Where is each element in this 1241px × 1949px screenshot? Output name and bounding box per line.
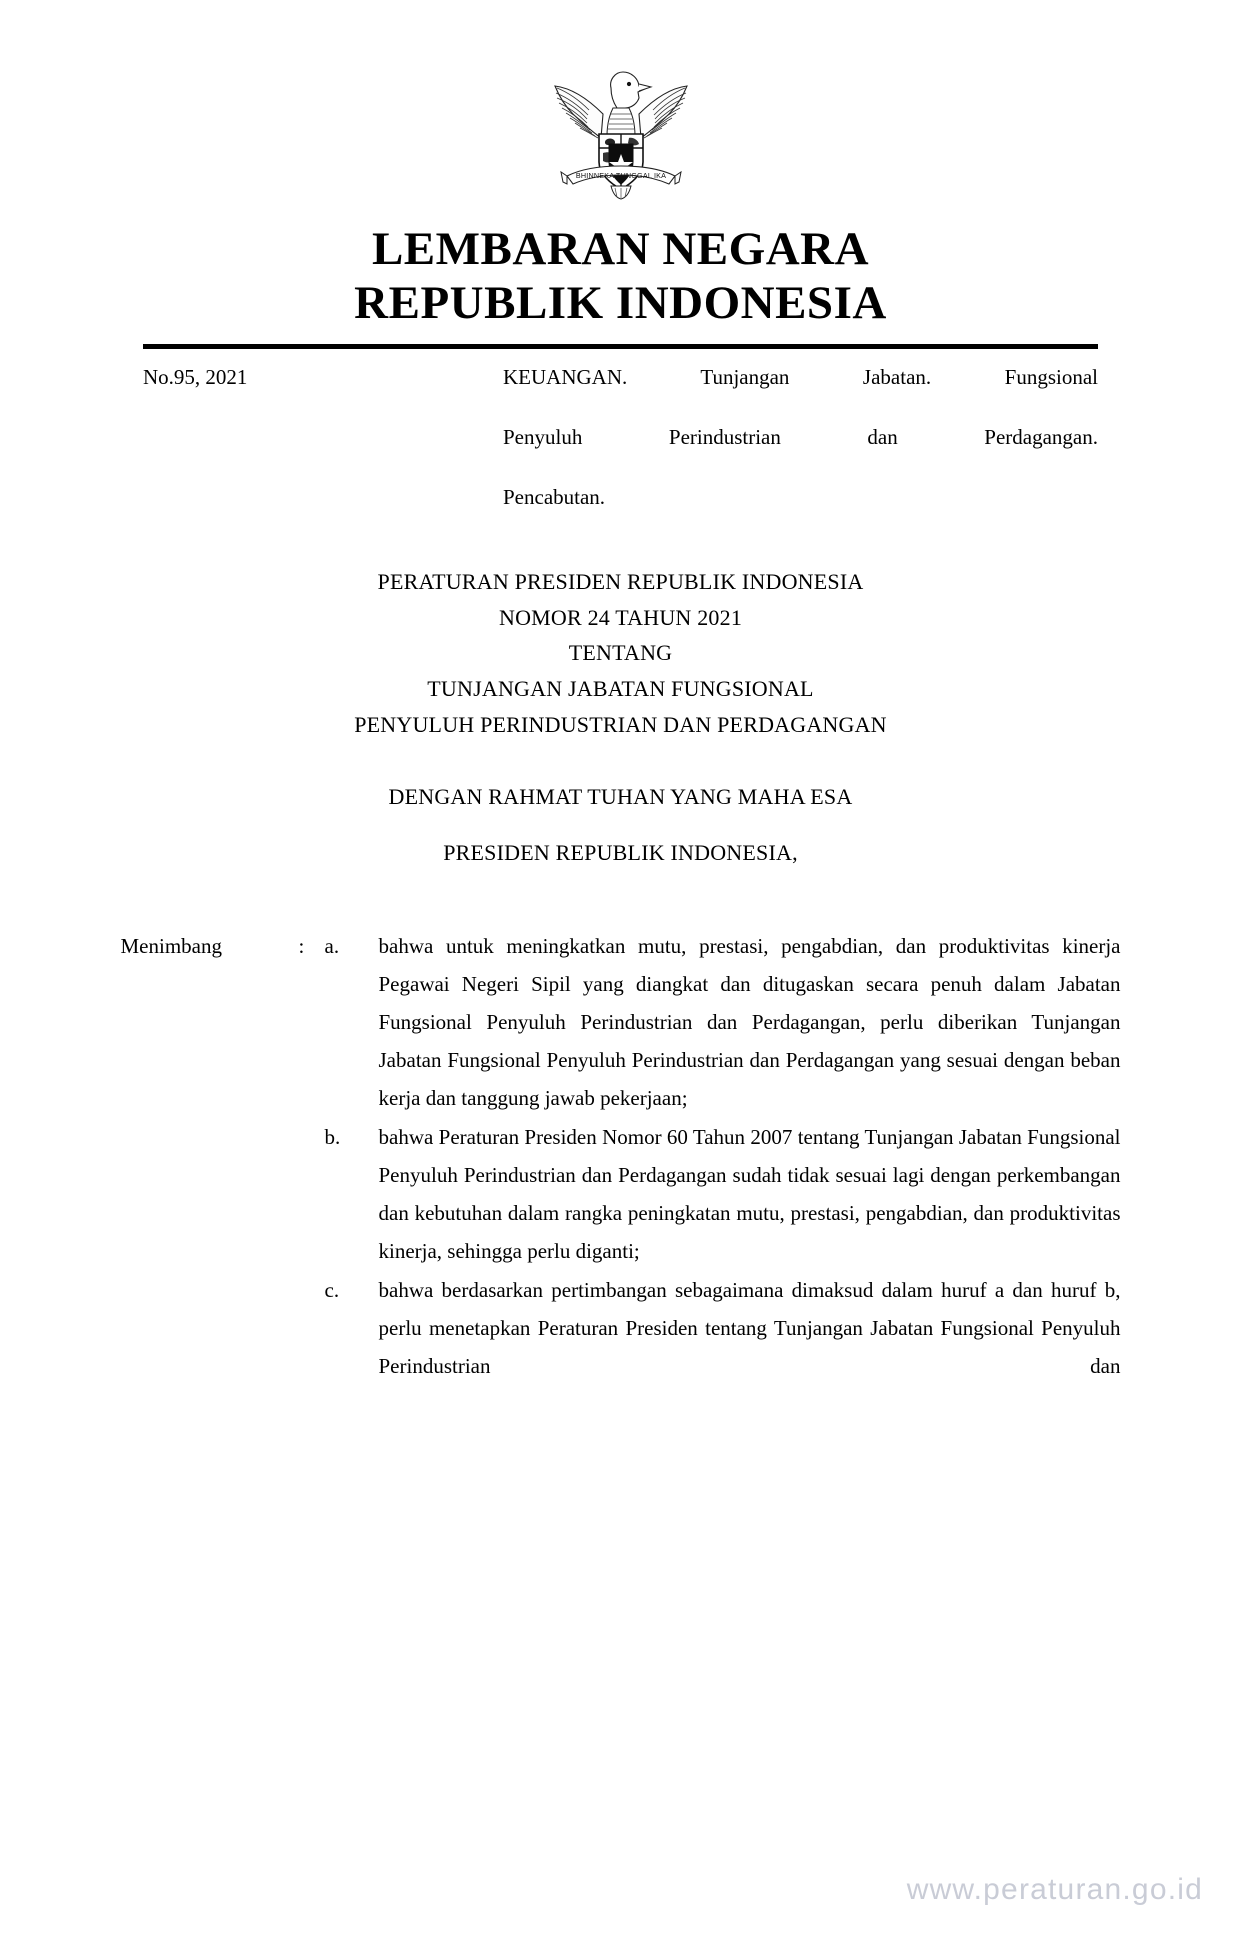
gazette-subject-line-2: Penyuluh Perindustrian dan Perdagangan.	[503, 425, 1098, 450]
consideration-item-c	[121, 1271, 1121, 1424]
gazette-subject-line-1: KEUANGAN. Tunjangan Jabatan. Fungsional	[503, 365, 1098, 390]
regulation-subject-line-1: TUNJANGAN JABATAN FUNGSIONAL	[427, 676, 814, 702]
consideration-text-a: bahwa untuk meningkatkan mutu, prestasi, pengabdian, dan produktivitas kinerja Pegawai Negeri Sipil yang diangkat dan ditugaskan secara penuh dalam Jabatan Fungsional Penyuluh Perindustrian dan Perdagangan, perlu diberikan Tunjangan Jabatan Fungsional Penyuluh Perindustrian dan Perdagangan yang sesuai dengan beban kerja dan tanggung jawab pekerjaan;	[378, 933, 1121, 1111]
considerations-label: Menimbang	[120, 933, 222, 958]
title-block	[143, 564, 1098, 870]
consideration-item-b	[121, 1118, 1121, 1271]
signatory-title: PRESIDEN REPUBLIK INDONESIA,	[443, 839, 798, 865]
header-meta-row	[143, 362, 1098, 512]
title-spacer-1	[143, 742, 1098, 779]
gazette-subject-line-3: Pencabutan.	[503, 485, 606, 510]
garuda-pancasila-emblem	[543, 58, 699, 200]
header-divider	[143, 344, 1098, 349]
considerations-colon: :	[298, 933, 305, 958]
invocation: DENGAN RAHMAT TUHAN YANG MAHA ESA	[388, 784, 853, 810]
consideration-item-a	[121, 927, 1121, 1118]
site-watermark: www.peraturan.go.id	[906, 1873, 1203, 1906]
title-spacer-2	[143, 815, 1098, 835]
masthead-line-1: LEMBARAN NEGARA	[371, 223, 870, 275]
gazette-subject	[503, 362, 1098, 512]
emblem-container	[0, 0, 1241, 205]
masthead-line-2: REPUBLIK INDONESIA	[354, 276, 887, 329]
consideration-marker-a: a.	[324, 933, 340, 958]
consideration-text-b: bahwa Peraturan Presiden Nomor 60 Tahun 2007 tentang Tunjangan Jabatan Fungsional Penyuluh Perindustrian dan Perdagangan sudah tidak sesuai lagi dengan perkembangan dan kebutuhan dalam rangka peningkatan mutu, prestasi, pengabdian, dan produktivitas kinerja, sehingga perlu diganti;	[378, 1124, 1121, 1264]
consideration-marker-c: c.	[324, 1277, 340, 1302]
about-label: TENTANG	[568, 640, 673, 666]
svg-text:BHINNEKA TUNGGAL IKA: BHINNEKA TUNGGAL IKA	[575, 171, 666, 180]
gazette-number: No.95, 2021	[143, 365, 248, 390]
consideration-text-c: bahwa berdasarkan pertimbangan sebagaimana dimaksud dalam huruf a dan huruf b, perlu menetapkan Peraturan Presiden tentang Tunjangan Jabatan Fungsional Penyuluh Perindustrian dan	[378, 1277, 1121, 1379]
masthead	[0, 223, 1241, 330]
consideration-marker-b: b.	[324, 1124, 341, 1149]
regulation-number: NOMOR 24 TAHUN 2021	[498, 604, 743, 630]
considerations-block	[121, 927, 1121, 1424]
regulation-type: PERATURAN PRESIDEN REPUBLIK INDONESIA	[377, 569, 864, 595]
regulation-subject-line-2: PENYULUH PERINDUSTRIAN DAN PERDAGANGAN	[354, 711, 887, 737]
